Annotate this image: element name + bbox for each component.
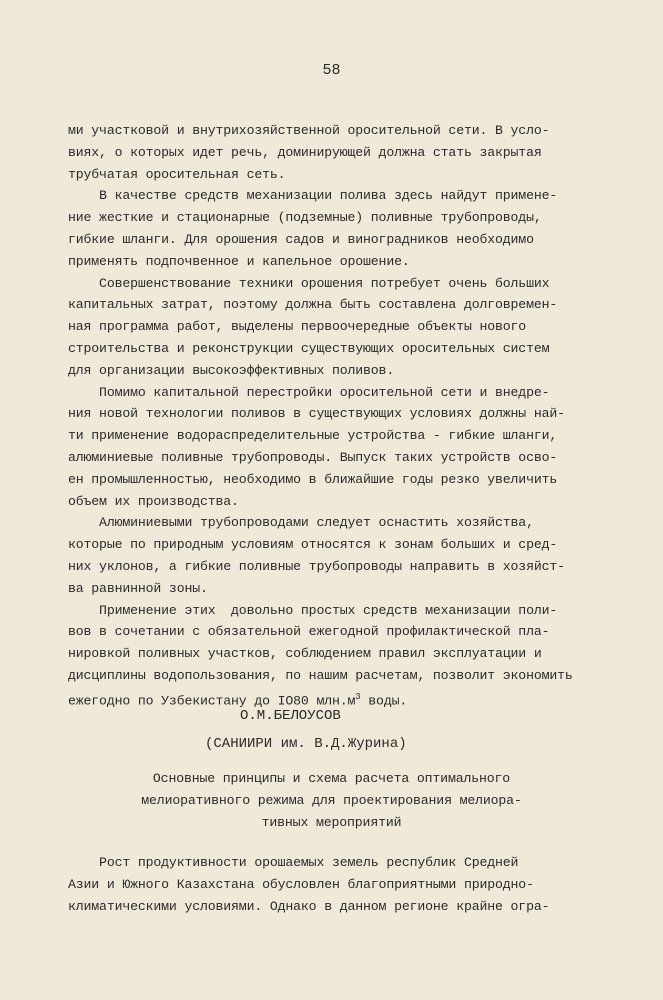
- text-line: виях, о которых идет речь, доминирующей должна стать закрытая: [68, 144, 542, 160]
- text-line: трубчатая оросительная сеть.: [68, 166, 286, 182]
- text-line: ен промышленностью, необходимо в ближайшие годы резко увеличить: [68, 471, 558, 487]
- text-line: них уклонов, а гибкие поливные трубопроводы направить в хозяйст-: [68, 558, 565, 574]
- paragraph: [68, 512, 613, 599]
- text-line: ти применение водораспределительные устройства - гибкие шланги,: [68, 428, 558, 444]
- page-number: 58: [322, 62, 341, 79]
- body-text: [68, 120, 613, 712]
- article-body: [68, 852, 613, 917]
- text-line: строительства и реконструкции существующих оросительных систем: [68, 340, 550, 356]
- paragraph: [68, 273, 613, 382]
- text-line: объем их производства.: [68, 493, 239, 509]
- paragraph: [68, 185, 613, 272]
- text-line: Рост продуктивности орошаемых земель республик Средней: [68, 855, 519, 870]
- author-affiliation: (САНИИРИ им. В.Д.Журина): [205, 736, 407, 752]
- text-line: которые по природным условиям относятся к зонам больших и сред-: [68, 537, 558, 553]
- article-title: [100, 768, 563, 833]
- paragraph: [68, 120, 613, 185]
- text-line: Совершенствование техники орошения потребует очень больших: [68, 275, 550, 291]
- text-line: Алюминиевыми трубопроводами следует оснастить хозяйства,: [68, 515, 534, 531]
- text-line: нировкой поливных участков, соблюдением правил эксплуатации и: [68, 646, 542, 662]
- text-line: Применение этих довольно простых средств механизации поли-: [68, 602, 558, 618]
- text-line: алюминиевые поливные трубопроводы. Выпуск таких устройств осво-: [68, 449, 558, 465]
- text-fragment: ежегодно по Узбекистану до IO80 млн.м: [68, 693, 356, 709]
- text-line: В качестве средств механизации полива здесь найдут примене-: [68, 188, 558, 204]
- text-line: ние жесткие и стационарные (подземные) поливные трубопроводы,: [68, 210, 542, 226]
- title-line: тивных мероприятий: [261, 814, 402, 830]
- text-line: капитальных затрат, поэтому должна быть составлена долговремен-: [68, 297, 558, 313]
- text-line: ми участковой и внутрихозяйственной оросительной сети. В усло-: [68, 123, 550, 138]
- title-line: мелиоративного режима для проектирования мелиора-: [141, 792, 522, 808]
- text-line: гибкие шланги. Для орошения садов и виноградников необходимо: [68, 231, 534, 247]
- text-line: для организации высокоэффективных поливов.: [68, 362, 395, 378]
- author-name: О.М.БЕЛОУСОВ: [240, 708, 341, 724]
- text-line: Азии и Южного Казахстана обусловлен благоприятными природно-: [68, 876, 534, 892]
- text-line: дисциплины водопользования, по нашим расчетам, позволит экономить: [68, 667, 573, 683]
- text-line: ная программа работ, выделены первоочередные объекты нового: [68, 319, 527, 335]
- text-line: вов в сочетании с обязательной ежегодной профилактической пла-: [68, 624, 550, 640]
- superscript: 3: [355, 691, 361, 702]
- text-line: ния новой технологии поливов в существующих условиях должны най-: [68, 406, 565, 422]
- title-line: Основные принципы и схема расчета оптимального: [152, 771, 511, 786]
- paragraph: [68, 600, 613, 712]
- paragraph: [68, 382, 613, 513]
- text-fragment: воды.: [360, 693, 408, 709]
- text-line: ва равнинной зоны.: [68, 580, 208, 596]
- text-line: климатическими условиями. Однако в данном регионе крайне огра-: [68, 898, 550, 914]
- text-line: Помимо капитальной перестройки оросительной сети и внедре-: [68, 384, 550, 400]
- text-line: применять подпочвенное и капельное орошение.: [68, 253, 410, 269]
